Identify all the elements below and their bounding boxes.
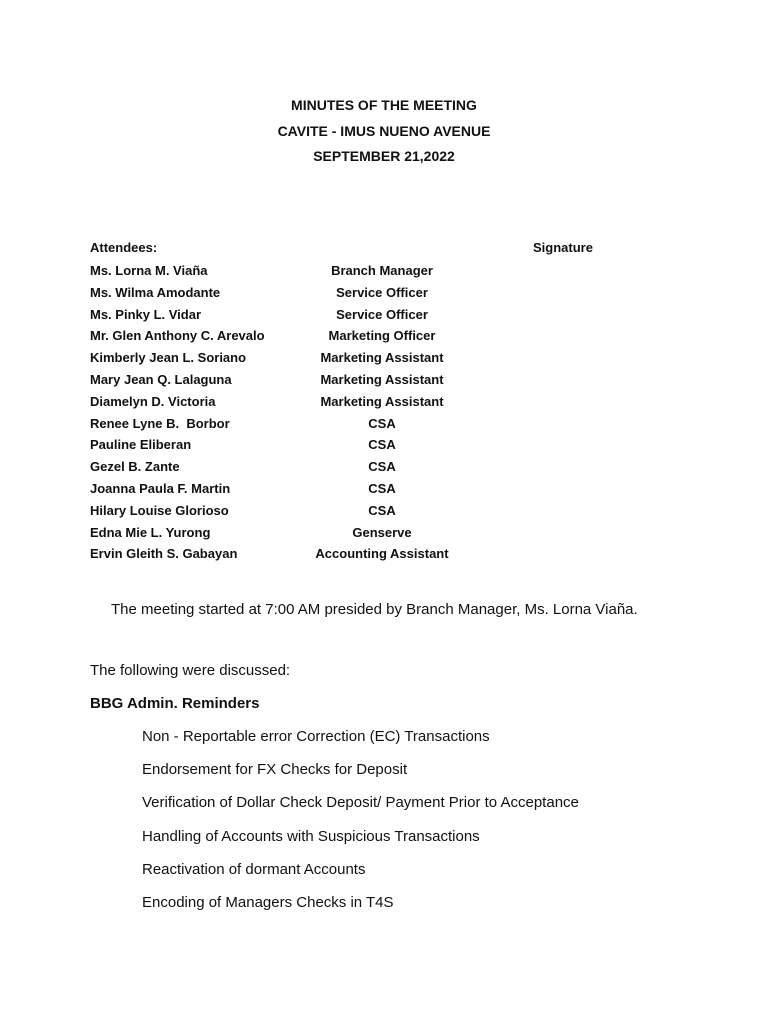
signature-label: Signature — [533, 240, 593, 255]
attendee-row — [90, 415, 510, 437]
attendee-name: Joanna Paula F. Martin — [90, 480, 231, 496]
attendee-name: Renee Lyne B. Borbor — [90, 415, 230, 431]
attendee-role-text: CSA — [368, 502, 396, 518]
title-line: SEPTEMBER 21,2022 — [313, 148, 455, 164]
attendee-role-text: Service Officer — [336, 306, 428, 322]
reminder-item: Encoding of Managers Checks in T4S — [142, 893, 394, 911]
document-title — [0, 94, 768, 171]
reminder-item: Handling of Accounts with Suspicious Transactions — [142, 827, 480, 845]
attendee-name: Hilary Louise Glorioso — [90, 502, 229, 518]
attendee-name: Pauline Eliberan — [90, 437, 192, 453]
meeting-intro: The meeting started at 7:00 AM presided by Branch Manager, Ms. Lorna Viaña. — [111, 601, 638, 618]
attendees-label: Attendees: — [90, 240, 158, 255]
attendee-row — [90, 458, 510, 480]
title-line: MINUTES OF THE MEETING — [291, 97, 477, 113]
title-line: CAVITE - IMUS NUENO AVENUE — [277, 122, 491, 139]
attendee-row — [90, 349, 510, 371]
attendee-row — [90, 306, 510, 328]
reminder-list — [142, 728, 579, 927]
attendee-row — [90, 545, 510, 567]
attendee-role-text: Genserve — [352, 524, 412, 540]
attendee-role-text: CSA — [368, 437, 396, 453]
attendee-name: Gezel B. Zante — [90, 459, 180, 475]
attendee-list — [90, 262, 510, 567]
attendee-role-text: Marketing Officer — [328, 328, 436, 344]
section-heading: BBG Admin. Reminders — [90, 695, 260, 712]
attendee-row — [90, 371, 510, 393]
attendee-role-text: Branch Manager — [331, 263, 433, 278]
attendee-role-text: CSA — [368, 415, 396, 431]
attendee-name: Ervin Gleith S. Gabayan — [90, 546, 238, 562]
attendee-row — [90, 524, 510, 546]
attendee-name: Mr. Glen Anthony C. Arevalo — [90, 328, 265, 344]
attendee-name: Ms. Lorna M. Viaña — [90, 263, 208, 278]
attendee-name: Ms. Pinky L. Vidar — [90, 306, 202, 322]
reminder-item: Verification of Dollar Check Deposit/ Payment Prior to Acceptance — [142, 794, 579, 812]
attendee-role-text: Marketing Assistant — [320, 371, 444, 387]
attendee-role-text: Accounting Assistant — [315, 546, 449, 562]
attendee-name: Mary Jean Q. Lalaguna — [90, 371, 232, 387]
attendee-role-text: CSA — [368, 480, 396, 496]
attendee-role-text: Service Officer — [336, 284, 428, 300]
attendee-role-text: CSA — [368, 459, 396, 475]
attendee-row — [90, 284, 510, 306]
attendee-name: Kimberly Jean L. Soriano — [90, 350, 247, 366]
attendee-name: Diamelyn D. Victoria — [90, 393, 216, 409]
attendee-role-text: Marketing Assistant — [320, 350, 444, 366]
reminder-item: Endorsement for FX Checks for Deposit — [142, 761, 408, 779]
attendee-row — [90, 436, 510, 458]
attendee-row — [90, 262, 510, 284]
attendee-role-text: Marketing Assistant — [320, 393, 444, 409]
attendee-row — [90, 502, 510, 524]
attendee-row — [90, 393, 510, 415]
discussed-label: The following were discussed: — [90, 662, 291, 679]
attendee-name: Ms. Wilma Amodante — [90, 284, 221, 300]
attendee-row — [90, 480, 510, 502]
reminder-item: Non - Reportable error Correction (EC) Transactions — [142, 728, 490, 745]
attendee-row — [90, 327, 510, 349]
reminder-item: Reactivation of dormant Accounts — [142, 860, 366, 878]
attendee-name: Edna Mie L. Yurong — [90, 524, 211, 540]
